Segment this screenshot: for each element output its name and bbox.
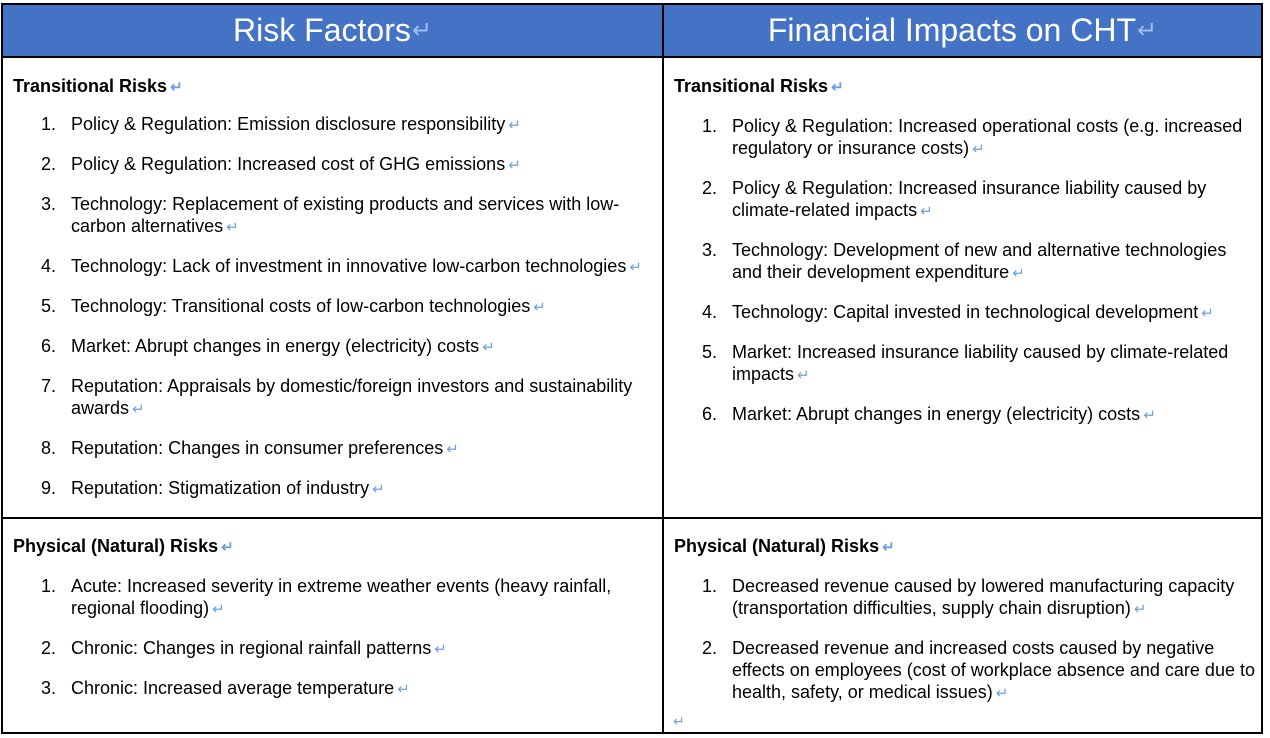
- item-number: 3.: [702, 240, 718, 260]
- return-mark-icon: ↵: [995, 685, 1009, 702]
- item-text: Market: Increased insurance liability caused by climate-related impacts: [732, 342, 1229, 384]
- return-mark-icon: ↵: [508, 117, 521, 134]
- return-mark-icon: ↵: [920, 203, 933, 220]
- return-mark-icon: ↵: [411, 17, 432, 44]
- return-mark-icon: ↵: [397, 681, 410, 698]
- return-mark-icon: ↵: [1143, 407, 1156, 424]
- item-number: 2.: [702, 638, 718, 658]
- item-number: 2.: [41, 154, 57, 174]
- item-text: Decreased revenue and increased costs caused by negative effects on employees (cost of workplace absence and care due to health, safety, or medical issues): [732, 638, 1255, 702]
- section-title: Physical (Natural) Risks ↵: [674, 536, 895, 556]
- list-item: [13, 375, 653, 421]
- transitional-impacts-cell: [674, 75, 1259, 443]
- list-item: [13, 295, 653, 319]
- item-number: 2.: [41, 638, 57, 658]
- section-title: Physical (Natural) Risks ↵: [13, 536, 234, 556]
- physical-impacts-cell: [674, 535, 1259, 721]
- physical-risk-factors-cell: [13, 535, 653, 717]
- item-number: 3.: [41, 194, 57, 214]
- section-title: Transitional Risks ↵: [13, 76, 183, 96]
- header-divider: [3, 56, 1261, 58]
- item-text: Policy & Regulation: Emission disclosure responsibility: [71, 114, 506, 134]
- return-mark-icon: ↵: [533, 299, 546, 316]
- item-text: Market: Abrupt changes in energy (electricity) costs: [71, 336, 480, 356]
- item-text: Chronic: Changes in regional rainfall patterns: [71, 638, 432, 658]
- list-item: [13, 437, 653, 461]
- header-financial-impacts: [664, 5, 1261, 56]
- return-mark-icon: ↵: [212, 601, 225, 618]
- list-item: [13, 335, 653, 359]
- list-item: [674, 239, 1259, 285]
- item-text: Market: Abrupt changes in energy (electricity) costs: [732, 404, 1141, 424]
- list-item: [13, 477, 653, 501]
- item-number: 6.: [702, 404, 718, 424]
- item-number: 8.: [41, 438, 57, 458]
- list-item: [674, 637, 1259, 705]
- item-text: Reputation: Changes in consumer preferences: [71, 438, 444, 458]
- item-text: Decreased revenue caused by lowered manufacturing capacity (transportation difficulties, supply chain disruption): [732, 576, 1235, 618]
- return-mark-icon: ↵: [673, 713, 685, 729]
- return-mark-icon: ↵: [508, 157, 521, 174]
- item-text: Technology: Transitional costs of low-carbon technologies: [71, 296, 531, 316]
- item-number: 1.: [41, 114, 57, 134]
- item-text: Acute: Increased severity in extreme weather events (heavy rainfall, regional flooding): [71, 576, 612, 618]
- item-number: 4.: [41, 256, 57, 276]
- item-number: 7.: [41, 376, 57, 396]
- list-item: [13, 113, 653, 137]
- item-number: 4.: [702, 302, 718, 322]
- header-financial-impacts-title: Financial Impacts on CHT: [767, 12, 1136, 48]
- return-mark-icon: ↵: [482, 339, 495, 356]
- transitional-impact-list: [674, 115, 1259, 427]
- list-item: [674, 301, 1259, 325]
- return-mark-icon: ↵: [372, 481, 385, 498]
- item-text: Reputation: Stigmatization of industry: [71, 478, 370, 498]
- column-divider: [662, 5, 664, 732]
- list-item: [674, 341, 1259, 387]
- list-item: [13, 637, 653, 661]
- return-mark-icon: ↵: [1201, 305, 1214, 322]
- item-text: Chronic: Increased average temperature: [71, 678, 395, 698]
- item-text: Technology: Lack of investment in innovative low-carbon technologies: [71, 256, 627, 276]
- return-mark-icon: ↵: [1133, 601, 1147, 618]
- return-mark-icon: ↵: [797, 367, 810, 384]
- item-number: 1.: [702, 116, 718, 136]
- list-item: [13, 575, 653, 621]
- item-text: Technology: Replacement of existing products and services with low-carbon alternatives: [71, 194, 620, 236]
- item-text: Policy & Regulation: Increased insurance liability caused by climate-related impacts: [732, 178, 1207, 220]
- transitional-risk-factors-cell: [13, 75, 653, 517]
- header-risk-factors: [3, 5, 662, 56]
- physical-risk-list: [13, 575, 653, 701]
- item-number: 1.: [702, 576, 718, 596]
- list-item: [674, 575, 1259, 621]
- row-divider: [3, 517, 1261, 519]
- list-item: [13, 255, 653, 279]
- physical-impact-list: [674, 575, 1259, 705]
- item-number: 3.: [41, 678, 57, 698]
- item-text: Technology: Development of new and alternative technologies and their development expenditure: [732, 240, 1227, 282]
- item-text: Policy & Regulation: Increased cost of GHG emissions: [71, 154, 506, 174]
- list-item: [13, 153, 653, 177]
- return-mark-icon: ↵: [882, 539, 895, 556]
- list-item: [674, 115, 1259, 161]
- return-mark-icon: ↵: [1137, 17, 1158, 44]
- return-mark-icon: ↵: [446, 441, 459, 458]
- item-number: 6.: [41, 336, 57, 356]
- item-number: 5.: [702, 342, 718, 362]
- return-mark-icon: ↵: [1012, 265, 1025, 282]
- item-text: Reputation: Appraisals by domestic/foreign investors and sustainability awards: [71, 376, 633, 418]
- list-item: [674, 403, 1259, 427]
- item-number: 2.: [702, 178, 718, 198]
- item-text: Policy & Regulation: Increased operational costs (e.g. increased regulatory or insurance costs): [732, 116, 1243, 158]
- header-risk-factors-title: Risk Factors: [233, 12, 411, 48]
- item-number: 1.: [41, 576, 57, 596]
- list-item: [13, 677, 653, 701]
- item-number: 9.: [41, 478, 57, 498]
- list-item: [674, 177, 1259, 223]
- return-mark-icon: ↵: [226, 219, 239, 236]
- return-mark-icon: ↵: [221, 539, 234, 556]
- item-number: 5.: [41, 296, 57, 316]
- transitional-risk-list: [13, 113, 653, 501]
- item-text: Technology: Capital invested in technological development: [732, 302, 1199, 322]
- risk-impact-table: [1, 3, 1263, 734]
- return-mark-icon: ↵: [831, 79, 844, 96]
- return-mark-icon: ↵: [132, 401, 145, 418]
- section-title: Transitional Risks ↵: [674, 76, 844, 96]
- return-mark-icon: ↵: [434, 641, 447, 658]
- return-mark-icon: ↵: [629, 259, 642, 276]
- list-item: [13, 193, 653, 239]
- return-mark-icon: ↵: [170, 79, 183, 96]
- return-mark-icon: ↵: [972, 141, 985, 158]
